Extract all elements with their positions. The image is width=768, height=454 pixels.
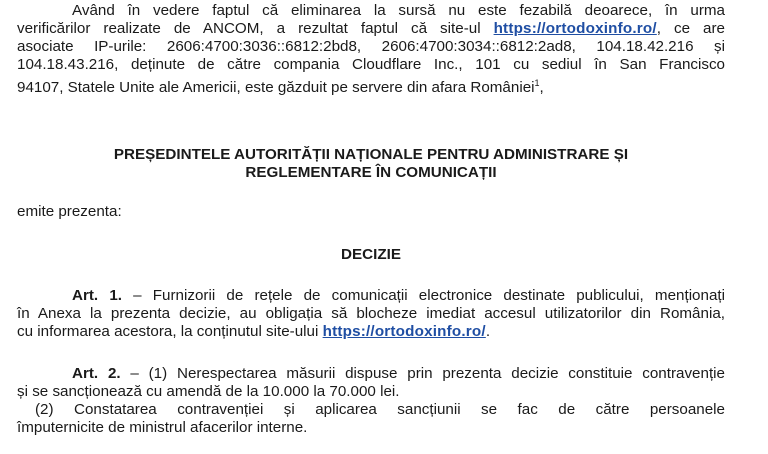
ortodoxinfo-link[interactable]: https://ortodoxinfo.ro/ [322, 323, 486, 340]
art2-line-2 [17, 383, 725, 401]
intro-line-3 [17, 38, 725, 56]
authority-heading-line-2: REGLEMENTARE ÎN COMUNICAȚII [245, 164, 497, 181]
intro-text: 94107, Statele Unite ale Americii, este găzduit pe servere din afara României [17, 79, 535, 96]
intro-line-2 [17, 20, 725, 38]
intro-text: verificărilor realizate de ANCOM, a rezultat faptul că site-ul [17, 20, 481, 37]
art1-text: . [485, 323, 491, 340]
art1-line-2 [17, 305, 725, 323]
intro-line-5 [17, 74, 725, 97]
emite-text: emite prezenta: [17, 203, 122, 220]
art2-line-1 [72, 365, 725, 383]
art2-text: – (1) Nerespectarea măsurii dispuse prin prezenta decizie constituie contravenție [120, 365, 725, 382]
ortodoxinfo-link[interactable]: https://ortodoxinfo.ro/ [493, 20, 657, 37]
intro-line-1 [72, 2, 725, 20]
art1-label: Art. 1. [72, 287, 122, 304]
decision-title: DECIZIE [341, 246, 401, 263]
art1-text: cu informarea acestora, la conținutul site-ului [17, 323, 319, 340]
art2-line-4 [17, 419, 725, 437]
intro-text: , [539, 79, 544, 96]
footnote-marker[interactable]: 1 [534, 78, 540, 88]
intro-text: 104.18.43.216, deținute de către compania Cloudflare Inc., 101 cu sediul în San Francisco [17, 56, 725, 73]
art2-text: și se sancționează cu amendă de la 10.000 la 70.000 lei. [17, 383, 400, 400]
authority-heading-line-1: PREȘEDINTELE AUTORITĂȚII NAȚIONALE PENTRU ADMINISTRARE ȘI [113, 146, 629, 163]
intro-text: Având în vedere faptul că eliminarea la sursă nu este fezabilă deoarece, în urma [72, 2, 725, 19]
art1-line-1 [72, 287, 725, 305]
intro-text: asociate IP-urile: 2606:4700:3036::6812:2bd8, 2606:4700:3034::6812:2ad8, 104.18.42.216 și [17, 38, 725, 55]
art1-text: – Furnizorii de rețele de comunicații electronice destinate publicului, menționați [122, 287, 725, 304]
intro-text: , ce are [656, 20, 725, 37]
art1-text: în Anexa la prezenta decizie, au obligația să blocheze imediat accesul utilizatorilor din România, [17, 305, 725, 322]
art2-text: (2) Constatarea contravenției și aplicarea sancțiunii se fac de către persoanele [35, 401, 725, 418]
art1-line-3 [17, 323, 725, 341]
intro-line-4 [17, 56, 725, 74]
art2-label: Art. 2. [72, 365, 121, 382]
art2-line-3 [35, 401, 725, 419]
art2-text: împuternicite de ministrul afacerilor interne. [17, 419, 308, 436]
